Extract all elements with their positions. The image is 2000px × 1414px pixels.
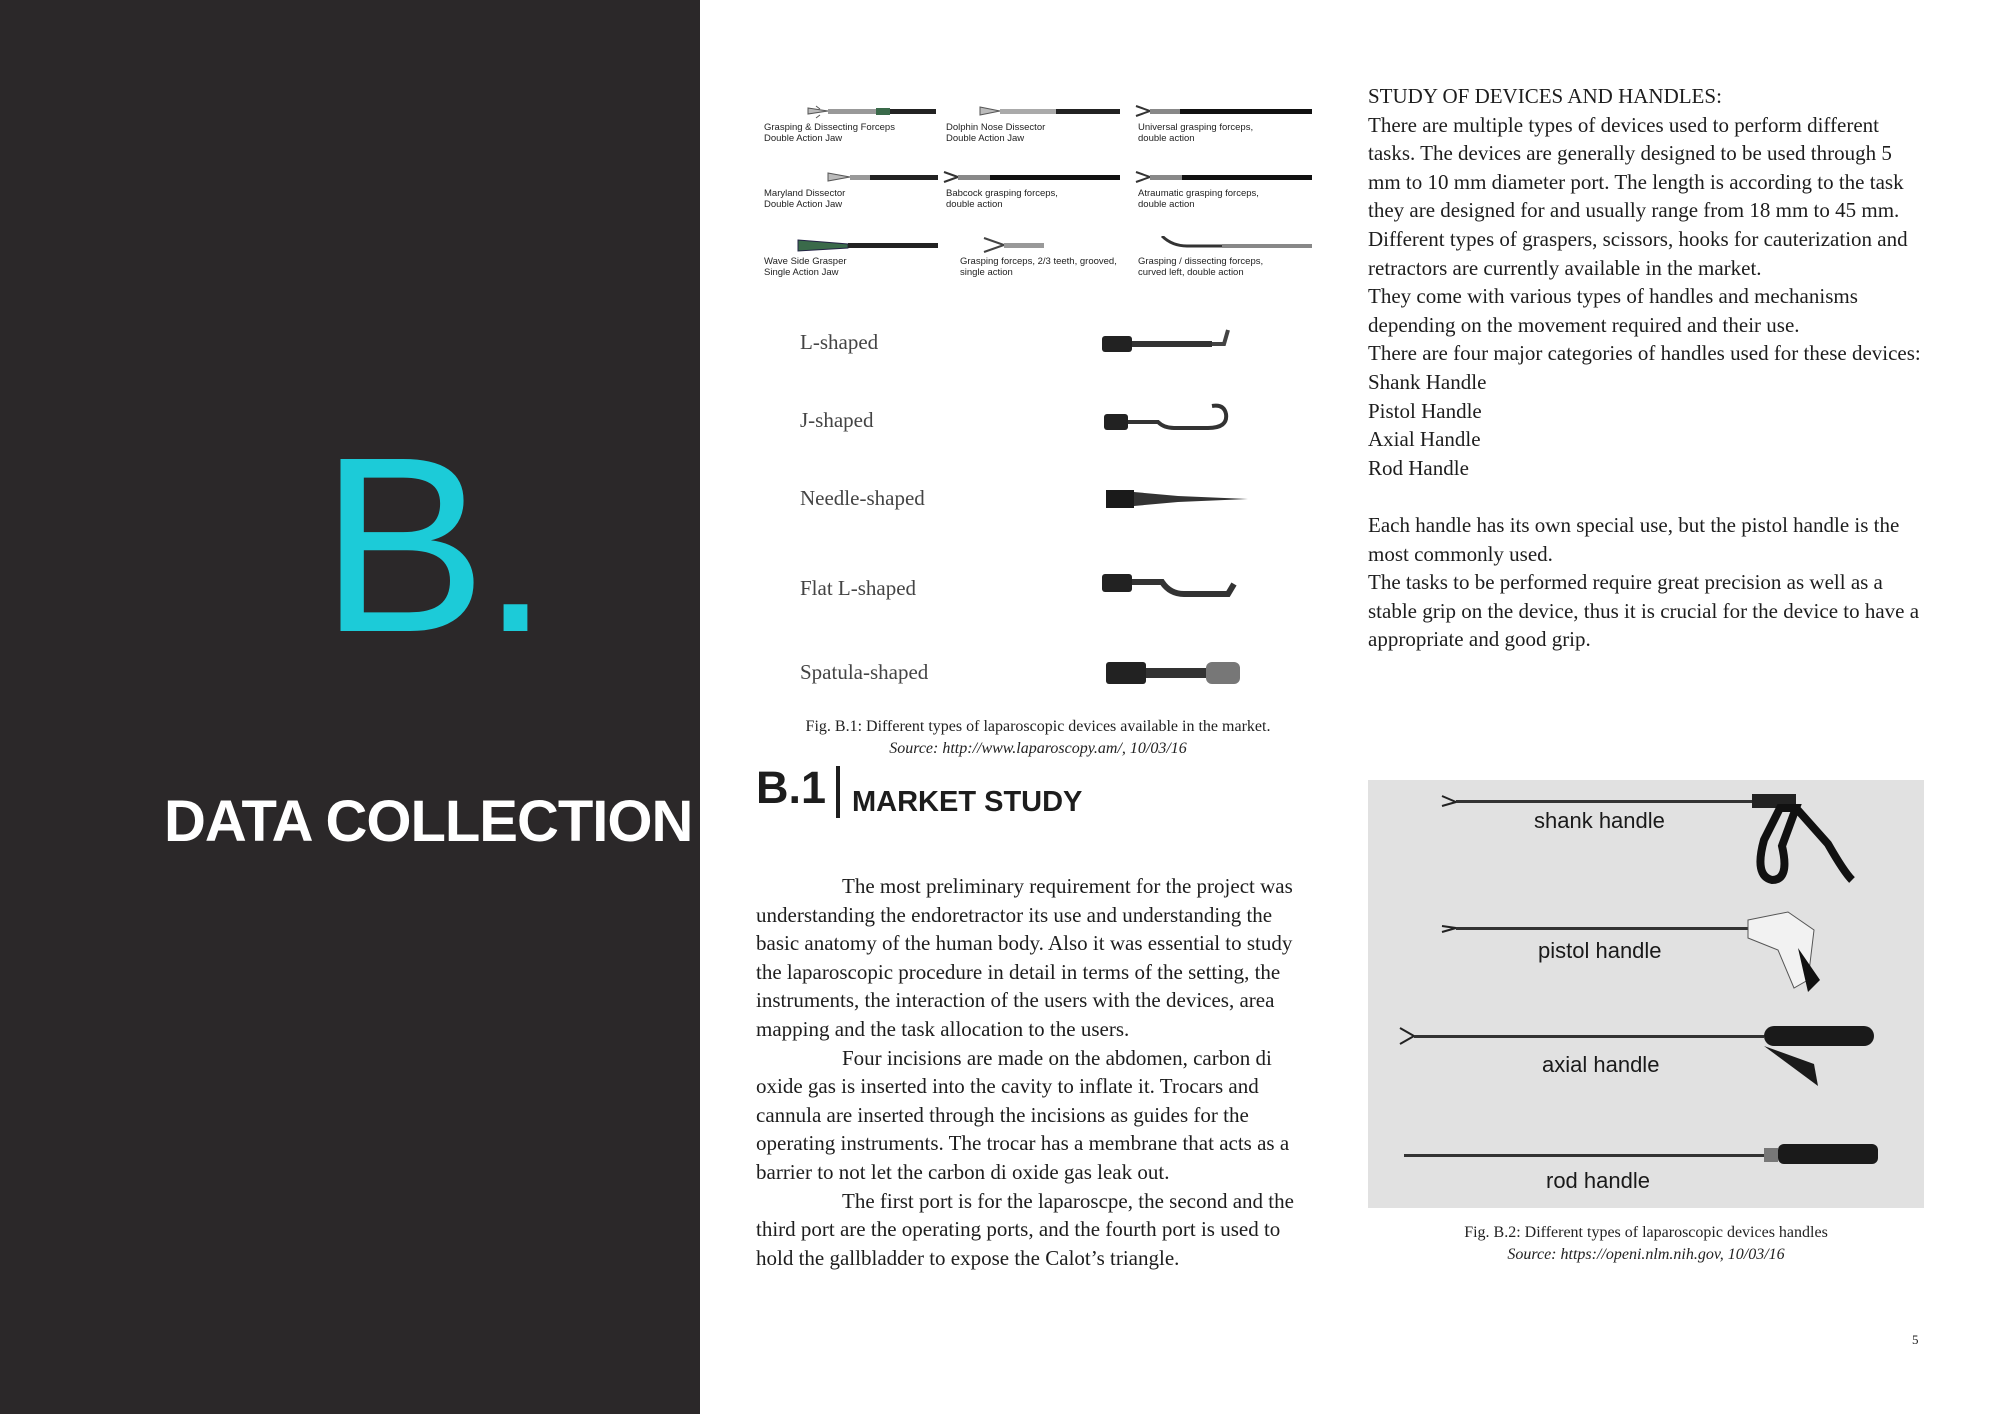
- market-study-body: [756, 872, 1312, 1272]
- handle-list-item: Axial Handle: [1368, 427, 1481, 452]
- tool-caption: Universal grasping forceps, double action: [1138, 122, 1254, 144]
- section-number: B.1: [756, 762, 827, 813]
- forceps-icon: [940, 168, 1120, 188]
- forceps-icon: [758, 236, 938, 256]
- figure-b1-caption: [758, 716, 1318, 760]
- section-title: MARKET STUDY: [852, 786, 1083, 818]
- tool-cell: [1132, 154, 1312, 220]
- devices-intro: There are multiple types of devices used to perform different tasks. The devices are generally designed to be used through 5 mm to 10 mm diameter port. The length is according to the task they are designed for and usually range from 18 mm to 45 mm.: [1368, 112, 1904, 223]
- tool-cell: [940, 88, 1120, 154]
- handles-photo: [1368, 780, 1924, 1208]
- devices-study-text: [1368, 82, 1928, 654]
- tip-shape-label: L-shaped: [800, 330, 879, 354]
- tool-cell: [1132, 88, 1312, 154]
- tool-caption: Atraumatic grasping forceps, double action: [1138, 188, 1259, 210]
- tip-shape-row: [758, 392, 1318, 452]
- handle-list-item: Shank Handle: [1368, 369, 1487, 394]
- tool-caption: Babcock grasping forceps, double action: [946, 188, 1058, 210]
- handle-list-item: Pistol Handle: [1368, 398, 1482, 423]
- handle-categories-intro: There are four major categories of handles used for these devices:: [1368, 341, 1921, 366]
- tool-caption: Maryland Dissector Double Action Jaw: [764, 188, 846, 210]
- chapter-letter: B.: [320, 405, 545, 684]
- devices-types: Different types of graspers, scissors, hooks for cauterization and retractors are currently available in the market.: [1368, 226, 1908, 280]
- forceps-grid: [758, 88, 1318, 298]
- tool-cell: [1132, 222, 1312, 288]
- forceps-icon: [1132, 168, 1312, 188]
- tip-shape-row: [758, 560, 1318, 620]
- handle-usage: Each handle has its own special use, but the pistol handle is the most commonly used.: [1368, 512, 1900, 566]
- devices-heading: STUDY OF DEVICES AND HANDLES:: [1368, 84, 1722, 108]
- tool-cell: [758, 154, 938, 220]
- sidebar-panel: [0, 0, 700, 1414]
- chapter-title: DATA COLLECTION: [164, 789, 693, 854]
- figure-b2-caption: [1368, 1222, 1924, 1266]
- figure-b1-caption-text: Fig. B.1: Different types of laparoscopic devices available in the market.: [805, 718, 1271, 735]
- tip-shape-label: Flat L-shaped: [800, 576, 917, 600]
- j-hook-icon: [1098, 396, 1258, 446]
- tool-cell: [954, 222, 1134, 288]
- handle-label: shank handle: [1534, 808, 1665, 833]
- l-hook-icon: [1098, 318, 1258, 368]
- handle-list: [1368, 368, 1928, 482]
- spacer: [1368, 482, 1928, 511]
- handle-label: rod handle: [1546, 1168, 1650, 1193]
- tool-caption: Grasping & Dissecting Forceps Double Action Jaw: [764, 122, 895, 144]
- tip-shape-row: [758, 314, 1318, 374]
- forceps-icon: [758, 102, 938, 122]
- tip-shape-label: Needle-shaped: [800, 486, 925, 510]
- spatula-tip-icon: [1098, 648, 1258, 698]
- forceps-icon: [758, 168, 938, 188]
- forceps-icon: [1132, 236, 1312, 256]
- figure-b2: [1368, 780, 1924, 1208]
- shank-handle-icon: [1442, 794, 1852, 880]
- page-number: 5: [1912, 1332, 1919, 1347]
- handle-precision: The tasks to be performed require great precision as well as a stable grip on the device, thus it is crucial for the device to have a appropriate and good grip.: [1368, 570, 1920, 652]
- forceps-icon: [1132, 102, 1312, 122]
- flat-l-hook-icon: [1098, 564, 1258, 614]
- tool-cell: [758, 88, 938, 154]
- tool-cell: [940, 154, 1120, 220]
- rod-handle-icon: [1404, 1144, 1878, 1164]
- needle-tip-icon: [1098, 474, 1258, 524]
- tool-caption: Wave Side Grasper Single Action Jaw: [764, 256, 847, 278]
- body-paragraph: The first port is for the laparoscpe, the second and the third port are the operating ports, and the fourth port is used to hold the gallbladder to expose the Calot’s triangle.: [756, 1188, 1294, 1270]
- forceps-icon: [954, 236, 1134, 256]
- handle-label: pistol handle: [1538, 938, 1662, 963]
- figure-b2-source: Source: https://openi.nlm.nih.gov, 10/03/16: [1507, 1246, 1785, 1263]
- handle-list-item: Rod Handle: [1368, 455, 1469, 480]
- tip-shape-row: [758, 470, 1318, 530]
- figure-b1-source: Source: http://www.laparoscopy.am/, 10/03/16: [889, 740, 1187, 757]
- tool-caption: Grasping forceps, 2/3 teeth, grooved, single action: [960, 256, 1117, 278]
- handle-label: axial handle: [1542, 1052, 1660, 1077]
- section-divider: [836, 766, 840, 818]
- devices-mechanisms: They come with various types of handles and mechanisms depending on the movement required and their use.: [1368, 284, 1858, 337]
- body-paragraph: The most preliminary requirement for the project was understanding the endoretractor its use and understanding the basic anatomy of the human body. Also it was essential to study the laparoscopic procedure in detail in terms of the setting, the instruments, the interaction of the users with the devices, area mapping and the task allocation to the users.: [756, 874, 1293, 1041]
- figure-b2-caption-text: Fig. B.2: Different types of laparoscopic devices handles: [1464, 1224, 1828, 1241]
- body-paragraph: Four incisions are made on the abdomen, carbon di oxide gas is inserted into the cavity to inflate it. Trocars and cannula are inserted through the incisions as guides for the operating instruments. The trocar has a membrane that acts as a barrier to not let the carbon di oxide gas leak out.: [756, 1045, 1290, 1184]
- tip-shape-label: Spatula-shaped: [800, 660, 929, 684]
- tool-cell: [758, 222, 938, 288]
- figure-b1: [758, 88, 1318, 718]
- tool-caption: Dolphin Nose Dissector Double Action Jaw: [946, 122, 1046, 144]
- tool-caption: Grasping / dissecting forceps, curved left, double action: [1138, 256, 1264, 278]
- forceps-icon: [940, 102, 1120, 122]
- tip-shape-row: [758, 644, 1318, 704]
- tip-shape-label: J-shaped: [800, 408, 874, 432]
